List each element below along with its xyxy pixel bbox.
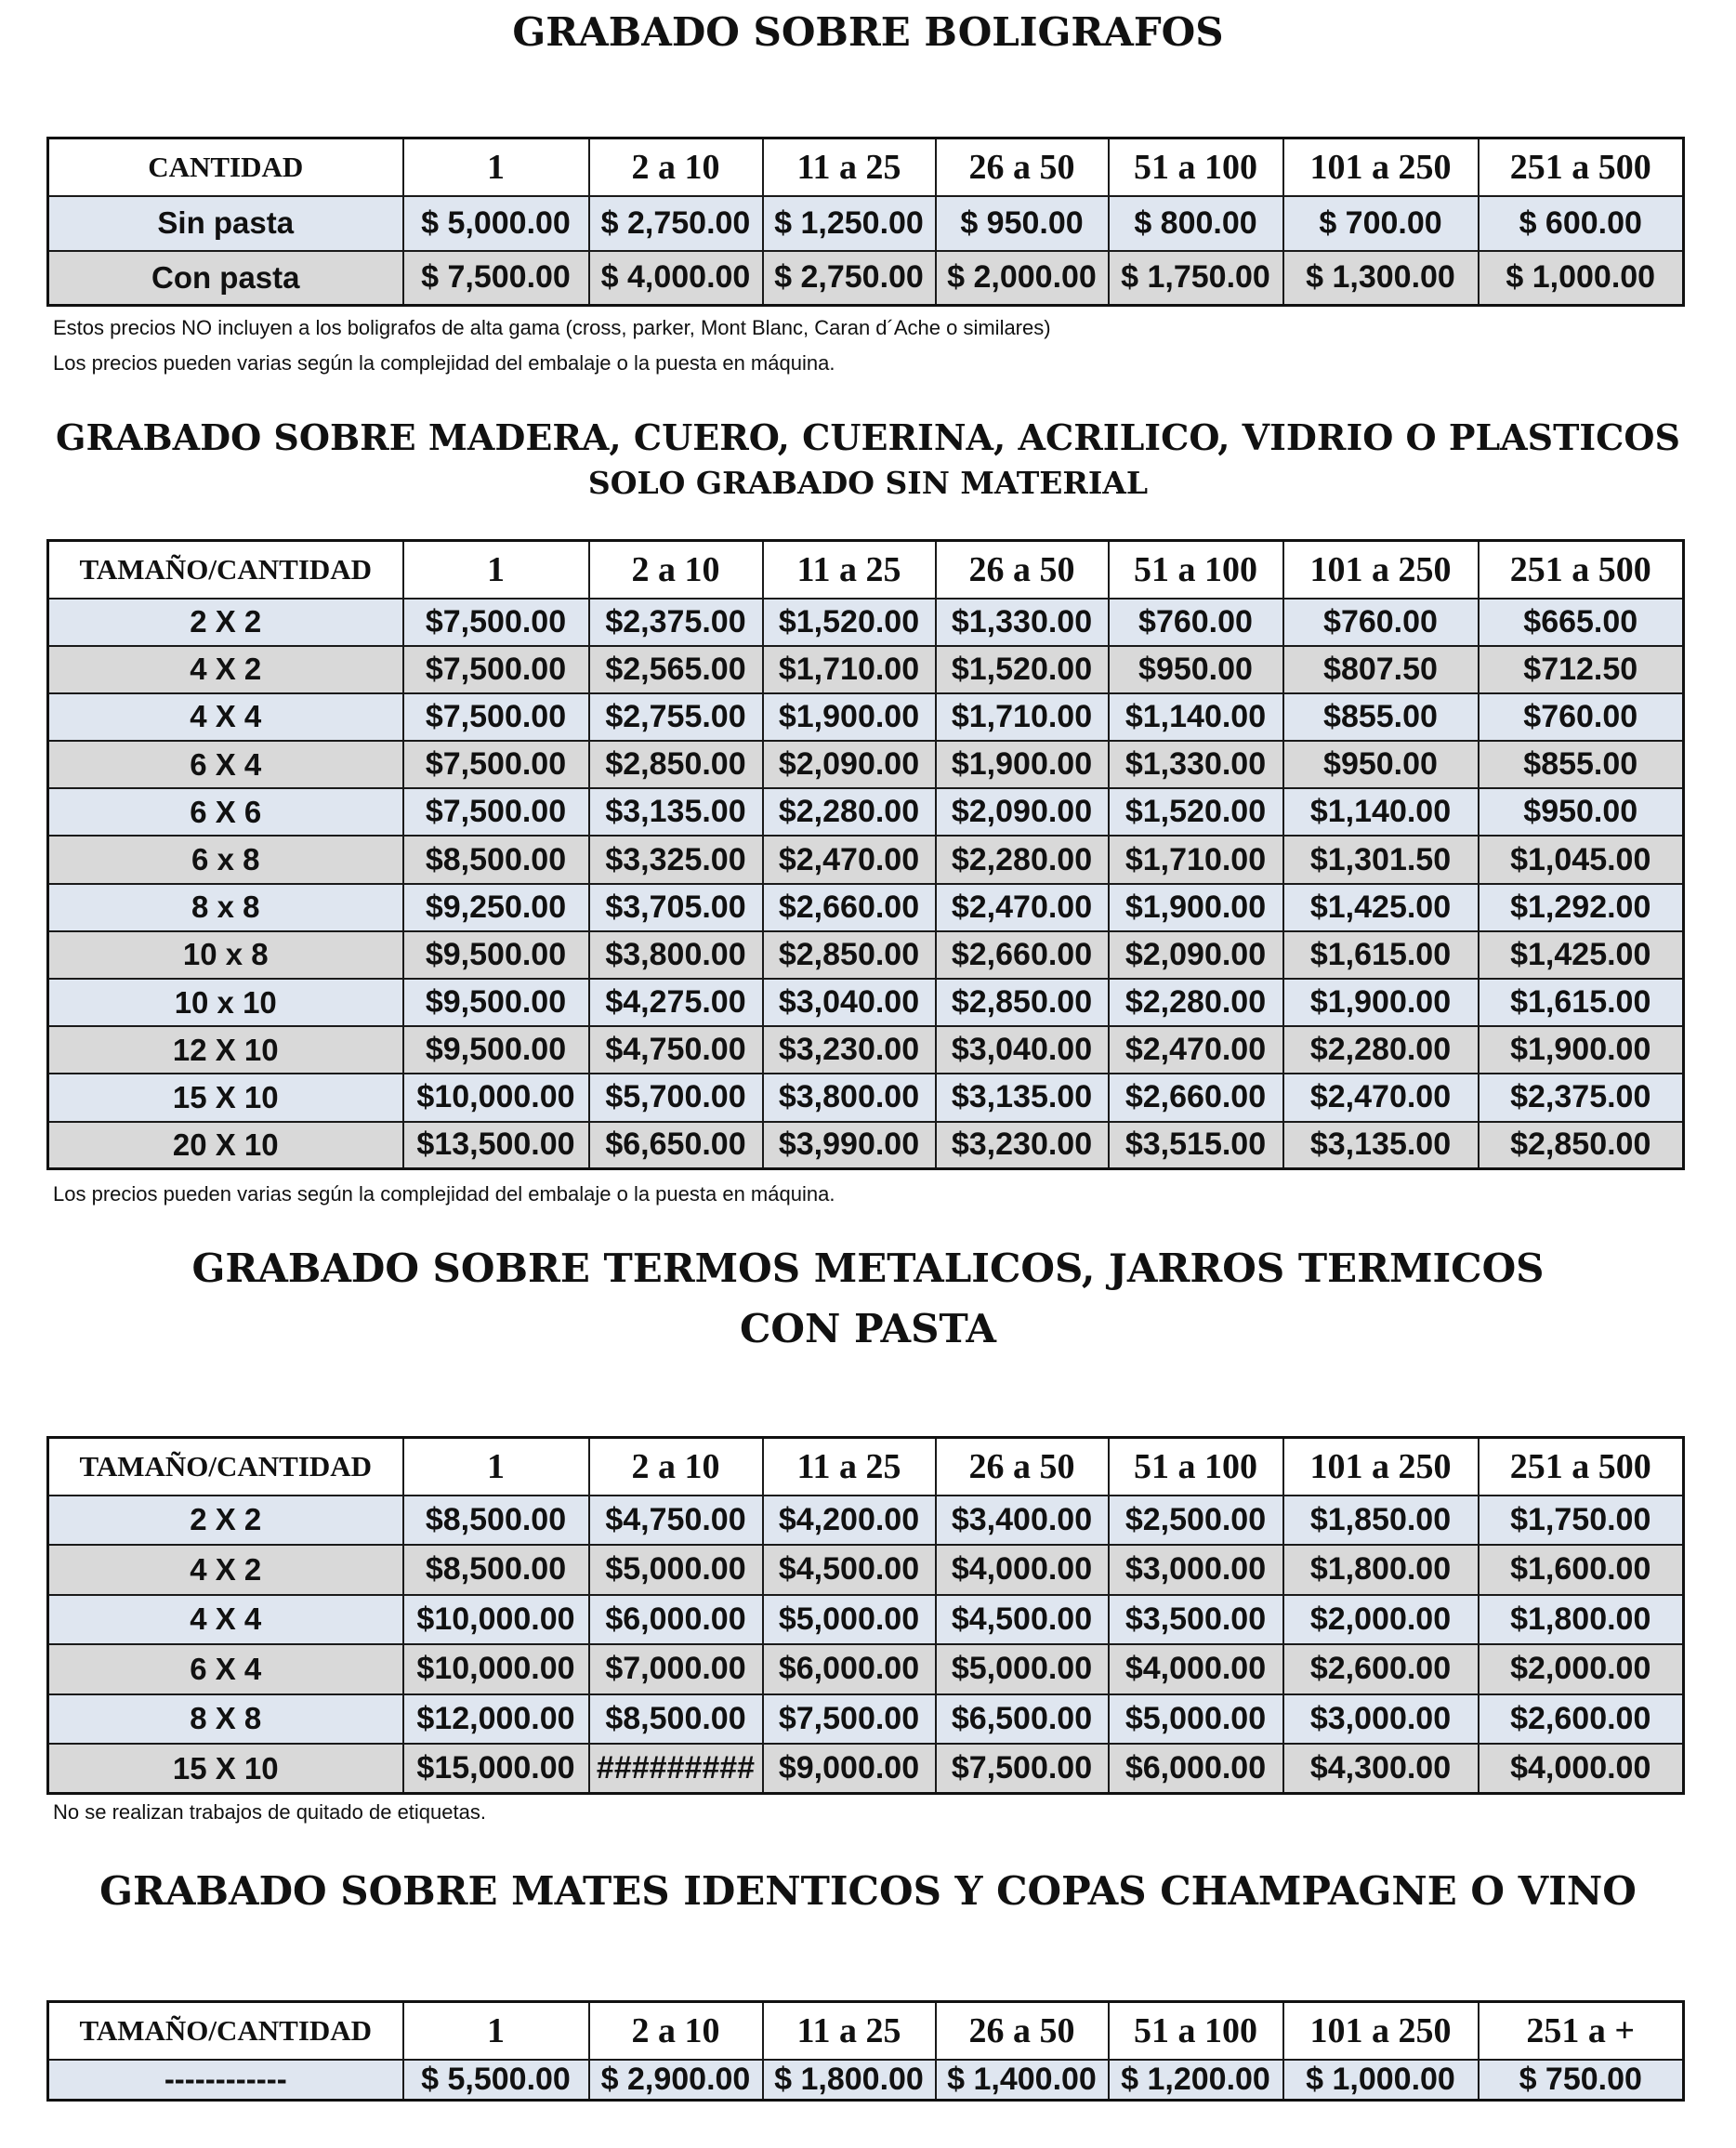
table-row — [48, 931, 1684, 979]
note: No se realizan trabajos de quitado de etiquetas. — [53, 1800, 486, 1824]
row-label: 4 X 4 — [48, 693, 403, 741]
price-cell: $9,000.00 — [763, 1744, 936, 1794]
price-cell: $ 750.00 — [1479, 2060, 1684, 2101]
price-cell: $ 1,750.00 — [1109, 251, 1283, 306]
price-cell: $760.00 — [1479, 693, 1684, 741]
price-cell: $ 800.00 — [1109, 196, 1283, 251]
price-cell: $1,425.00 — [1479, 931, 1684, 979]
price-cell: $4,275.00 — [589, 979, 763, 1026]
price-cell: $ 700.00 — [1283, 196, 1479, 251]
section-subtitle: CON PASTA — [739, 1306, 996, 1351]
price-cell: $6,000.00 — [763, 1644, 936, 1694]
price-cell: $1,710.00 — [1109, 836, 1283, 883]
price-cell: $ 2,900.00 — [589, 2060, 763, 2101]
header-cell: 101 a 250 — [1283, 2002, 1479, 2060]
note: Estos precios NO incluyen a los boligrafos de alta gama (cross, parker, Mont Blanc, Caran d´Ache o similares) — [53, 316, 1051, 339]
price-cell: $8,500.00 — [403, 1545, 589, 1595]
price-cell: $2,000.00 — [1479, 1644, 1684, 1694]
price-cell: $6,000.00 — [589, 1595, 763, 1645]
price-cell: $2,850.00 — [589, 741, 763, 788]
price-cell: $ 1,200.00 — [1109, 2060, 1283, 2101]
price-cell: $2,565.00 — [589, 646, 763, 693]
header-cell: 251 a 500 — [1479, 541, 1684, 599]
price-cell: $4,750.00 — [589, 1496, 763, 1546]
section-title: GRABADO SOBRE BOLIGRAFOS — [512, 9, 1224, 55]
price-cell: $ 2,000.00 — [936, 251, 1109, 306]
header-cell: 251 a + — [1479, 2002, 1684, 2060]
price-cell: $ 2,750.00 — [763, 251, 936, 306]
price-cell: $665.00 — [1479, 599, 1684, 646]
header-cell: 51 a 100 — [1109, 2002, 1283, 2060]
section-title: GRABADO SOBRE MADERA, CUERO, CUERINA, ACRILICO, VIDRIO O PLASTICOS — [56, 416, 1680, 458]
header-cell: 251 a 500 — [1479, 138, 1684, 196]
price-cell: $4,300.00 — [1283, 1744, 1479, 1794]
price-cell: $3,135.00 — [589, 788, 763, 836]
price-cell: $7,500.00 — [403, 788, 589, 836]
price-cell: $1,520.00 — [1109, 788, 1283, 836]
price-cell: $2,500.00 — [1109, 1496, 1283, 1546]
price-cell: $2,000.00 — [1283, 1595, 1479, 1645]
price-cell: $2,470.00 — [936, 884, 1109, 931]
price-cell: $2,280.00 — [1109, 979, 1283, 1026]
price-cell: $1,900.00 — [1283, 979, 1479, 1026]
price-cell: $760.00 — [1283, 599, 1479, 646]
header-cell: 2 a 10 — [589, 138, 763, 196]
price-cell: $ 7,500.00 — [403, 251, 589, 306]
row-label: 4 X 2 — [48, 646, 403, 693]
row-label: 6 X 4 — [48, 741, 403, 788]
header-cell: 101 a 250 — [1283, 1438, 1479, 1496]
price-cell: $712.50 — [1479, 646, 1684, 693]
price-cell: $2,090.00 — [763, 741, 936, 788]
header-cell: 11 a 25 — [763, 138, 936, 196]
price-cell: $3,230.00 — [936, 1122, 1109, 1169]
price-cell: $3,135.00 — [936, 1074, 1109, 1121]
price-cell: $2,280.00 — [1283, 1026, 1479, 1074]
price-cell: $8,500.00 — [403, 836, 589, 883]
price-cell: $2,470.00 — [1283, 1074, 1479, 1121]
header-first-cell: CANTIDAD — [48, 138, 403, 196]
price-cell: $3,325.00 — [589, 836, 763, 883]
price-cell: $5,000.00 — [763, 1595, 936, 1645]
price-cell: $13,500.00 — [403, 1122, 589, 1169]
section-subtitle: SOLO GRABADO SIN MATERIAL — [587, 465, 1149, 501]
price-cell: $3,800.00 — [763, 1074, 936, 1121]
header-cell: 26 a 50 — [936, 1438, 1109, 1496]
price-cell: $760.00 — [1109, 599, 1283, 646]
price-cell: $10,000.00 — [403, 1074, 589, 1121]
header-cell: 2 a 10 — [589, 2002, 763, 2060]
price-cell: $1,330.00 — [1109, 741, 1283, 788]
table-row — [48, 599, 1684, 646]
price-cell: $1,800.00 — [1283, 1545, 1479, 1595]
price-cell: $10,000.00 — [403, 1595, 589, 1645]
row-label: 8 x 8 — [48, 884, 403, 931]
price-cell: $4,750.00 — [589, 1026, 763, 1074]
price-cell: $1,900.00 — [1479, 1026, 1684, 1074]
header-first-cell: TAMAÑO/CANTIDAD — [48, 2002, 403, 2060]
row-label: 2 X 2 — [48, 599, 403, 646]
header-cell: 101 a 250 — [1283, 138, 1479, 196]
section-title: GRABADO SOBRE MATES IDENTICOS Y COPAS CHAMPAGNE O VINO — [99, 1868, 1637, 1914]
table-row — [48, 741, 1684, 788]
price-cell: $3,000.00 — [1109, 1545, 1283, 1595]
price-cell: ######### — [589, 1744, 763, 1794]
price-cell: $950.00 — [1109, 646, 1283, 693]
price-cell: $1,850.00 — [1283, 1496, 1479, 1546]
price-cell: $8,500.00 — [589, 1694, 763, 1745]
price-cell: $ 2,750.00 — [589, 196, 763, 251]
price-cell: $2,375.00 — [589, 599, 763, 646]
price-cell: $1,425.00 — [1283, 884, 1479, 931]
price-cell: $ 950.00 — [936, 196, 1109, 251]
price-cell: $8,500.00 — [403, 1496, 589, 1546]
header-cell: 1 — [403, 138, 589, 196]
price-cell: $2,280.00 — [763, 788, 936, 836]
row-label: 10 x 10 — [48, 979, 403, 1026]
header-cell: 26 a 50 — [936, 2002, 1109, 2060]
price-cell: $5,000.00 — [936, 1644, 1109, 1694]
price-cell: $3,990.00 — [763, 1122, 936, 1169]
price-cell: $ 1,300.00 — [1283, 251, 1479, 306]
row-label: 6 x 8 — [48, 836, 403, 883]
price-cell: $3,135.00 — [1283, 1122, 1479, 1169]
section-title: GRABADO SOBRE TERMOS METALICOS, JARROS TERMICOS — [191, 1245, 1545, 1291]
price-cell: $12,000.00 — [403, 1694, 589, 1745]
header-first-cell: TAMAÑO/CANTIDAD — [48, 1438, 403, 1496]
table-row — [48, 196, 1684, 251]
header-cell: 1 — [403, 1438, 589, 1496]
price-cell: $4,000.00 — [1109, 1644, 1283, 1694]
row-label: ------------ — [48, 2060, 403, 2101]
price-cell: $2,470.00 — [1109, 1026, 1283, 1074]
table-row — [48, 2060, 1684, 2101]
price-cell: $ 600.00 — [1479, 196, 1684, 251]
table-row — [48, 788, 1684, 836]
table-row — [48, 1545, 1684, 1595]
price-cell: $4,500.00 — [763, 1545, 936, 1595]
price-cell: $ 1,250.00 — [763, 196, 936, 251]
price-cell: $2,280.00 — [936, 836, 1109, 883]
price-cell: $9,500.00 — [403, 1026, 589, 1074]
note: Los precios pueden varias según la complejidad del embalaje o la puesta en máquina. — [53, 351, 835, 375]
table-row — [48, 884, 1684, 931]
table-row — [48, 1744, 1684, 1794]
price-cell: $950.00 — [1283, 741, 1479, 788]
price-cell: $4,000.00 — [936, 1545, 1109, 1595]
price-cell: $15,000.00 — [403, 1744, 589, 1794]
price-cell: $6,650.00 — [589, 1122, 763, 1169]
note: Los precios pueden varias según la complejidad del embalaje o la puesta en máquina. — [53, 1182, 835, 1206]
header-cell: 11 a 25 — [763, 1438, 936, 1496]
row-label: 15 X 10 — [48, 1744, 403, 1794]
header-cell: 51 a 100 — [1109, 138, 1283, 196]
price-table — [46, 1436, 1685, 1795]
price-cell: $1,900.00 — [936, 741, 1109, 788]
price-cell: $3,500.00 — [1109, 1595, 1283, 1645]
price-cell: $1,330.00 — [936, 599, 1109, 646]
row-label: 4 X 2 — [48, 1545, 403, 1595]
price-cell: $3,040.00 — [936, 1026, 1109, 1074]
table-row — [48, 1496, 1684, 1546]
price-cell: $1,615.00 — [1283, 931, 1479, 979]
table-row — [48, 1644, 1684, 1694]
price-cell: $4,200.00 — [763, 1496, 936, 1546]
price-cell: $1,140.00 — [1283, 788, 1479, 836]
price-table — [46, 2000, 1685, 2102]
price-cell: $3,230.00 — [763, 1026, 936, 1074]
price-cell: $5,000.00 — [589, 1545, 763, 1595]
price-cell: $ 4,000.00 — [589, 251, 763, 306]
table-row — [48, 1694, 1684, 1745]
header-cell: 2 a 10 — [589, 541, 763, 599]
table-header-row — [48, 1438, 1684, 1496]
row-label: 6 X 4 — [48, 1644, 403, 1694]
table-row — [48, 1026, 1684, 1074]
price-cell: $1,140.00 — [1109, 693, 1283, 741]
price-cell: $7,500.00 — [936, 1744, 1109, 1794]
header-cell: 1 — [403, 541, 589, 599]
row-label: 10 x 8 — [48, 931, 403, 979]
row-label: 4 X 4 — [48, 1595, 403, 1645]
price-cell: $ 5,000.00 — [403, 196, 589, 251]
price-cell: $3,000.00 — [1283, 1694, 1479, 1745]
price-cell: $2,660.00 — [763, 884, 936, 931]
price-cell: $ 1,000.00 — [1479, 251, 1684, 306]
price-cell: $1,900.00 — [763, 693, 936, 741]
row-label: Con pasta — [48, 251, 403, 306]
row-label: 20 X 10 — [48, 1122, 403, 1169]
price-cell: $9,250.00 — [403, 884, 589, 931]
table-header-row — [48, 138, 1684, 196]
row-label: 6 X 6 — [48, 788, 403, 836]
price-cell: $1,710.00 — [763, 646, 936, 693]
price-cell: $1,520.00 — [763, 599, 936, 646]
table-row — [48, 1074, 1684, 1121]
price-cell: $2,090.00 — [936, 788, 1109, 836]
header-cell: 51 a 100 — [1109, 1438, 1283, 1496]
price-cell: $1,045.00 — [1479, 836, 1684, 883]
header-cell: 11 a 25 — [763, 541, 936, 599]
price-cell: $1,800.00 — [1479, 1595, 1684, 1645]
price-cell: $3,515.00 — [1109, 1122, 1283, 1169]
price-cell: $2,850.00 — [763, 931, 936, 979]
price-cell: $2,660.00 — [936, 931, 1109, 979]
price-cell: $9,500.00 — [403, 931, 589, 979]
price-table — [46, 137, 1685, 307]
table-header-row — [48, 2002, 1684, 2060]
price-cell: $807.50 — [1283, 646, 1479, 693]
table-header-row — [48, 541, 1684, 599]
table-row — [48, 979, 1684, 1026]
price-cell: $7,500.00 — [403, 599, 589, 646]
table-row — [48, 1122, 1684, 1169]
price-cell: $2,090.00 — [1109, 931, 1283, 979]
table-row — [48, 693, 1684, 741]
price-cell: $950.00 — [1479, 788, 1684, 836]
price-cell: $6,000.00 — [1109, 1744, 1283, 1794]
row-label: 8 X 8 — [48, 1694, 403, 1745]
price-cell: $2,755.00 — [589, 693, 763, 741]
header-cell: 51 a 100 — [1109, 541, 1283, 599]
price-cell: $5,000.00 — [1109, 1694, 1283, 1745]
price-cell: $1,600.00 — [1479, 1545, 1684, 1595]
header-first-cell: TAMAÑO/CANTIDAD — [48, 541, 403, 599]
row-label: 15 X 10 — [48, 1074, 403, 1121]
table-row — [48, 646, 1684, 693]
price-cell: $2,660.00 — [1109, 1074, 1283, 1121]
header-cell: 101 a 250 — [1283, 541, 1479, 599]
price-cell: $1,520.00 — [936, 646, 1109, 693]
price-cell: $7,500.00 — [403, 693, 589, 741]
price-cell: $3,400.00 — [936, 1496, 1109, 1546]
row-label: 12 X 10 — [48, 1026, 403, 1074]
price-cell: $3,705.00 — [589, 884, 763, 931]
price-cell: $ 1,000.00 — [1283, 2060, 1479, 2101]
row-label: Sin pasta — [48, 196, 403, 251]
price-cell: $3,800.00 — [589, 931, 763, 979]
price-cell: $ 1,800.00 — [763, 2060, 936, 2101]
header-cell: 26 a 50 — [936, 541, 1109, 599]
price-cell: $7,500.00 — [403, 741, 589, 788]
price-cell: $2,850.00 — [1479, 1122, 1684, 1169]
price-cell: $2,600.00 — [1283, 1644, 1479, 1694]
row-label: 2 X 2 — [48, 1496, 403, 1546]
price-cell: $9,500.00 — [403, 979, 589, 1026]
table-row — [48, 1595, 1684, 1645]
price-cell: $ 1,400.00 — [936, 2060, 1109, 2101]
price-cell: $2,850.00 — [936, 979, 1109, 1026]
price-cell: $1,750.00 — [1479, 1496, 1684, 1546]
price-cell: $ 5,500.00 — [403, 2060, 589, 2101]
price-cell: $10,000.00 — [403, 1644, 589, 1694]
price-cell: $855.00 — [1283, 693, 1479, 741]
price-cell: $7,000.00 — [589, 1644, 763, 1694]
price-cell: $2,375.00 — [1479, 1074, 1684, 1121]
price-cell: $7,500.00 — [763, 1694, 936, 1745]
price-cell: $1,301.50 — [1283, 836, 1479, 883]
header-cell: 11 a 25 — [763, 2002, 936, 2060]
price-cell: $1,710.00 — [936, 693, 1109, 741]
price-table — [46, 539, 1685, 1170]
price-cell: $7,500.00 — [403, 646, 589, 693]
price-cell: $2,470.00 — [763, 836, 936, 883]
price-cell: $855.00 — [1479, 741, 1684, 788]
price-cell: $1,900.00 — [1109, 884, 1283, 931]
price-cell: $5,700.00 — [589, 1074, 763, 1121]
price-cell: $1,615.00 — [1479, 979, 1684, 1026]
price-cell: $4,500.00 — [936, 1595, 1109, 1645]
table-row — [48, 836, 1684, 883]
price-cell: $1,292.00 — [1479, 884, 1684, 931]
header-cell: 251 a 500 — [1479, 1438, 1684, 1496]
header-cell: 2 a 10 — [589, 1438, 763, 1496]
table-row — [48, 251, 1684, 306]
price-cell: $3,040.00 — [763, 979, 936, 1026]
header-cell: 26 a 50 — [936, 138, 1109, 196]
price-cell: $6,500.00 — [936, 1694, 1109, 1745]
header-cell: 1 — [403, 2002, 589, 2060]
price-cell: $4,000.00 — [1479, 1744, 1684, 1794]
price-cell: $2,600.00 — [1479, 1694, 1684, 1745]
